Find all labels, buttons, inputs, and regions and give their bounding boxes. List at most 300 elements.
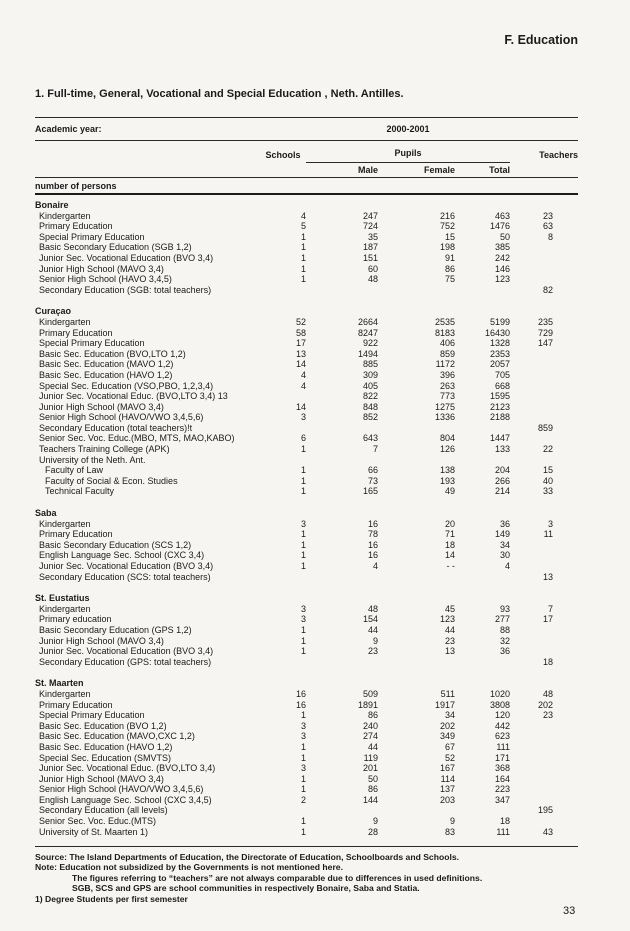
schools-value: 1	[300, 539, 306, 550]
male-value: 822	[362, 391, 378, 402]
teachers-value: 82	[542, 284, 553, 295]
schools-value	[260, 572, 306, 583]
row-label: Senior High School (HAVO 3,4,5)	[39, 274, 172, 285]
female-value	[378, 572, 455, 583]
teachers-value: 18	[542, 656, 553, 667]
male-value	[306, 572, 378, 583]
total-value	[455, 805, 510, 816]
section-spacer	[35, 497, 578, 508]
table-row	[35, 646, 578, 657]
total-value: 30	[499, 550, 510, 561]
male-value: 154	[362, 614, 378, 625]
schools-value: 52	[295, 316, 306, 327]
male-value: 28	[367, 826, 378, 837]
female-value: 216	[439, 210, 455, 221]
data-table	[35, 195, 578, 837]
schools-value: 1	[300, 465, 306, 476]
row-label: Basic Sec. Education (BVO 1,2)	[39, 720, 167, 731]
table-row	[35, 381, 578, 392]
row-label: Kindergarten	[39, 210, 91, 221]
row-label: English Language Sec. School (CXC 3,4,5)	[39, 794, 212, 805]
schools-value: 16	[295, 699, 306, 710]
teachers-value	[510, 253, 578, 264]
schools-value: 1	[300, 826, 306, 837]
female-value: 71	[444, 529, 455, 540]
female-value: 1172	[435, 359, 455, 370]
teachers-value	[510, 370, 578, 381]
page-number: 33	[563, 905, 576, 917]
col-header-teachers: Teachers	[539, 150, 578, 160]
total-value	[455, 423, 510, 434]
table-row	[35, 742, 578, 753]
total-value: 463	[494, 210, 510, 221]
female-value: 349	[439, 731, 455, 742]
row-label: Secondary Education (GPS: total teachers)	[39, 656, 212, 667]
row-label: Secondary Education (SCS: total teachers)	[39, 571, 211, 582]
female-value: 1917	[434, 699, 455, 710]
row-label: English Language Sec. School (CXC 3,4)	[39, 550, 205, 561]
section-spacer	[35, 667, 578, 678]
female-value: 2535	[434, 316, 455, 327]
table-row	[35, 519, 578, 530]
total-value: 120	[494, 710, 510, 721]
male-value: 66	[367, 465, 378, 476]
row-label: Primary Education	[39, 529, 113, 540]
male-value: 35	[367, 231, 378, 242]
section-name: Curaçao	[35, 306, 72, 317]
female-value: 137	[439, 784, 455, 795]
male-value: 7	[372, 444, 378, 455]
row-label: Senior Sec. Voc. Educ.(MBO, MTS, MAO,KABO)	[39, 433, 235, 444]
total-value: 1020	[489, 688, 510, 699]
schools-value: 3	[300, 614, 306, 625]
col-header-pupils: Pupils	[306, 148, 510, 163]
female-value: 75	[444, 274, 455, 285]
row-label: Basic Sec. Education (MAVO 1,2)	[39, 359, 174, 370]
total-value: 2057	[489, 359, 510, 370]
total-value: 88	[499, 624, 510, 635]
female-value: 20	[444, 518, 455, 529]
row-label: Teachers Training College (APK)	[39, 444, 170, 455]
schools-value: 1	[300, 263, 306, 274]
male-value	[306, 423, 378, 434]
table-row	[35, 657, 578, 668]
schools-value: 1	[300, 773, 306, 784]
table-row	[35, 264, 578, 275]
teachers-value	[510, 784, 578, 795]
male-value: 187	[362, 242, 378, 253]
schools-value: 3	[300, 731, 306, 742]
table-row	[35, 444, 578, 455]
total-value: 368	[494, 763, 510, 774]
female-value	[378, 423, 455, 434]
total-value: 36	[499, 646, 510, 657]
female-value: 1336	[434, 412, 455, 423]
schools-value: 1	[300, 816, 306, 827]
female-value: 123	[439, 614, 455, 625]
male-value: 48	[367, 274, 378, 285]
section-header-row	[35, 593, 578, 604]
schools-value: 4	[300, 210, 306, 221]
teachers-value	[510, 381, 578, 392]
school-communities-note: SGB, SCS and GPS are school communities in respectively Bonaire, Saba and Statia.	[72, 883, 420, 894]
teachers-value: 202	[537, 699, 553, 710]
source-note: Source: The Island Departments of Education, the Directorate of Education, Schoolboards and Schools.	[35, 852, 460, 862]
schools-value	[260, 391, 306, 402]
total-value: 146	[494, 263, 510, 274]
total-value: 4	[504, 561, 510, 571]
schools-value: 1	[300, 475, 306, 486]
row-label: Junior Sec. Vocational Educ. (BVO,LTO 3,4) 13	[39, 391, 228, 402]
row-label: Secondary Education (all levels)	[39, 805, 168, 816]
teachers-value	[510, 636, 578, 647]
female-value: 34	[444, 710, 455, 721]
schools-value: 1	[300, 529, 306, 540]
male-value: 119	[363, 752, 378, 763]
male-value: 16	[367, 518, 378, 529]
female-value: 511	[440, 688, 455, 699]
schools-value: 6	[300, 433, 306, 444]
table-row	[35, 232, 578, 243]
schools-value: 1	[300, 444, 306, 455]
teachers-value: 8	[547, 231, 553, 242]
table-row	[35, 550, 578, 561]
table-row	[35, 211, 578, 222]
teachers-value: 23	[542, 210, 553, 221]
teachers-value: 3	[547, 518, 553, 529]
male-value: 86	[367, 710, 378, 721]
female-value: 202	[439, 720, 455, 731]
total-value: 668	[494, 380, 510, 391]
female-value: 91	[444, 252, 455, 263]
column-group-header-row	[35, 141, 578, 163]
female-value: 859	[439, 348, 455, 359]
row-label: Primary Education	[39, 699, 113, 710]
row-label: University of the Neth. Ant.	[39, 454, 146, 465]
teachers-value: 859	[537, 422, 553, 433]
table-row	[35, 816, 578, 827]
schools-value: 3	[300, 518, 306, 529]
schools-value: 4	[300, 380, 306, 391]
schools-value: 58	[295, 327, 306, 338]
total-value: 50	[499, 231, 510, 242]
section-header-row	[35, 508, 578, 519]
row-label: Faculty of Social & Econ. Studies	[45, 475, 178, 486]
teachers-value	[510, 625, 578, 636]
schools-value: 1	[300, 486, 306, 497]
teachers-value	[510, 816, 578, 827]
schools-value	[260, 455, 306, 466]
teachers-value: 11	[543, 529, 553, 540]
schools-value: 1	[300, 274, 306, 285]
total-value: 266	[494, 475, 510, 486]
total-value: 1328	[489, 338, 510, 349]
row-label: Kindergarten	[39, 688, 91, 699]
teachers-value: 195	[537, 805, 553, 816]
row-label: Junior High School (MAVO 3,4)	[39, 401, 164, 412]
teachers-value: 729	[537, 327, 553, 338]
teachers-value	[510, 561, 578, 572]
footer-notes	[35, 846, 578, 904]
total-value: 223	[494, 784, 510, 795]
male-value	[306, 657, 378, 668]
table-row	[35, 455, 578, 466]
female-value: 773	[439, 391, 455, 402]
female-value: 9	[449, 816, 455, 827]
teachers-value	[510, 721, 578, 732]
table-row	[35, 795, 578, 806]
male-value: 1891	[357, 699, 378, 710]
row-label: Junior Sec. Vocational Education (BVO 3,4)	[39, 561, 214, 571]
unit-label-row	[35, 178, 578, 193]
table-row	[35, 710, 578, 721]
teachers-value: 15	[542, 465, 553, 476]
male-value: 9	[372, 816, 378, 827]
table-row	[35, 476, 578, 487]
table-row	[35, 805, 578, 816]
total-value: 18	[499, 816, 510, 827]
total-value: 442	[494, 720, 510, 731]
male-value: 405	[362, 380, 378, 391]
row-label: Basic Sec. Education (HAVO 1,2)	[39, 369, 173, 380]
row-label: Special Sec. Education (SMVTS)	[39, 752, 172, 763]
teachers-value: 33	[542, 486, 553, 497]
schools-value: 14	[295, 401, 306, 412]
table-row	[35, 763, 578, 774]
male-value: 4	[372, 561, 378, 571]
total-value: 111	[496, 826, 510, 837]
teachers-value: 63	[542, 221, 553, 232]
female-value	[378, 455, 455, 466]
table-row	[35, 328, 578, 339]
row-label: University of St. Maarten 1)	[39, 826, 149, 837]
male-value: 16	[367, 539, 378, 550]
row-label: Senior Sec. Voc. Educ.(MTS)	[39, 816, 157, 827]
female-value: 86	[444, 263, 455, 274]
female-value	[378, 657, 455, 668]
section-spacer	[35, 295, 578, 306]
male-value: 8247	[357, 327, 378, 338]
col-header-total: Total	[489, 165, 510, 175]
teachers-value: 40	[542, 475, 553, 486]
total-value: 133	[494, 444, 510, 455]
male-value: 48	[367, 603, 378, 614]
total-value: 623	[494, 731, 510, 742]
table-row	[35, 486, 578, 497]
col-header-female: Female	[423, 165, 455, 175]
table-row	[35, 423, 578, 434]
col-header-schools: Schools	[265, 150, 301, 160]
male-value: 44	[367, 624, 378, 635]
teachers-value: 43	[542, 826, 553, 837]
section-name: St. Maarten	[35, 678, 84, 689]
row-label: Kindergarten	[39, 316, 91, 327]
female-value	[378, 805, 455, 816]
schools-value: 3	[300, 603, 306, 614]
teachers-value	[510, 455, 578, 466]
table-row	[35, 700, 578, 711]
row-label: Primary Education	[39, 327, 113, 338]
female-value: 8183	[434, 327, 455, 338]
row-label: Junior Sec. Vocational Education (BVO 3,4)	[39, 646, 214, 657]
unit-label: number of persons	[35, 180, 117, 191]
section-name: Saba	[35, 508, 57, 519]
female-value: 67	[444, 741, 455, 752]
schools-value	[260, 657, 306, 668]
female-value: 406	[439, 338, 455, 349]
row-label: Basic Sec. Education (BVO,LTO 1,2)	[39, 348, 186, 359]
row-label: Basic Sec. Education (HAVO 1,2)	[39, 741, 173, 752]
column-header-row	[35, 163, 578, 177]
row-label: Secondary Education (total teachers)!t	[39, 422, 193, 433]
row-label: Junior High School (MAVO 3,4)	[39, 773, 164, 784]
total-value: 1447	[489, 433, 510, 444]
total-value: 1476	[489, 221, 510, 232]
row-label: Kindergarten	[39, 518, 91, 529]
row-label: Special Primary Education	[39, 710, 145, 721]
female-value: 752	[439, 221, 455, 232]
table-row	[35, 221, 578, 232]
row-label: Special Sec. Education (VSO,PBO, 1,2,3,4)	[39, 380, 214, 391]
total-value: 705	[494, 369, 510, 380]
table-row	[35, 721, 578, 732]
section-header-row	[35, 200, 578, 211]
table-row	[35, 402, 578, 413]
female-value: 263	[439, 380, 455, 391]
male-value: 274	[362, 731, 378, 742]
teachers-value	[510, 540, 578, 551]
row-label: Junior High School (MAVO 3,4)	[39, 263, 164, 274]
section-name: Bonaire	[35, 200, 69, 210]
table-row	[35, 540, 578, 551]
teachers-value	[510, 742, 578, 753]
female-value: 193	[439, 475, 455, 486]
female-value: 49	[444, 486, 455, 497]
schools-value	[260, 805, 306, 816]
row-label: Primary education	[39, 614, 112, 625]
female-value: 13	[444, 646, 455, 657]
schools-value: 1	[300, 242, 306, 253]
male-value: 509	[362, 688, 378, 699]
total-value: 1595	[489, 391, 510, 402]
row-label: Junior Sec. Vocational Education (BVO 3,4)	[39, 252, 214, 263]
female-value: 126	[439, 444, 455, 455]
row-label: Basic Secondary Education (SCS 1,2)	[39, 539, 192, 550]
schools-value: 17	[295, 338, 306, 349]
female-value: 203	[439, 794, 455, 805]
teachers-value: 17	[542, 614, 553, 625]
table-row	[35, 561, 578, 572]
total-value: 2188	[489, 412, 510, 423]
table-row	[35, 604, 578, 615]
schools-value: 2	[300, 794, 306, 805]
total-value: 164	[494, 773, 510, 784]
female-value: 138	[439, 465, 455, 476]
schools-value: 1	[300, 252, 306, 263]
male-value: 78	[367, 529, 378, 540]
row-label: Kindergarten	[39, 603, 91, 614]
schools-value: 14	[295, 359, 306, 370]
male-value: 60	[367, 263, 378, 274]
total-value: 2353	[489, 348, 510, 359]
teachers-value	[510, 795, 578, 806]
table-row	[35, 529, 578, 540]
teachers-comparability-note: The figures referring to “teachers” are not always comparable due to differences in used definitions.	[72, 872, 483, 883]
schools-value	[260, 423, 306, 434]
table-row	[35, 242, 578, 253]
table-row	[35, 274, 578, 285]
teachers-value	[510, 433, 578, 444]
table-row	[35, 625, 578, 636]
female-value: 1275	[434, 401, 455, 412]
schools-value: 1	[300, 635, 306, 646]
row-label: Technical Faculty	[45, 486, 115, 497]
total-value: 36	[499, 518, 510, 529]
section-spacer	[35, 582, 578, 593]
male-value: 23	[367, 646, 378, 657]
table-row	[35, 774, 578, 785]
female-value: 396	[439, 369, 455, 380]
teachers-value	[510, 402, 578, 413]
total-value: 123	[494, 274, 510, 285]
female-value: 14	[444, 550, 455, 561]
schools-value	[260, 285, 306, 296]
female-value: 44	[444, 624, 455, 635]
teachers-value	[510, 274, 578, 285]
row-label: Special Primary Education	[39, 338, 145, 349]
table-row	[35, 359, 578, 370]
subsidy-note: Note: Education not subsidized by the Governments is not mentioned here.	[35, 862, 343, 873]
male-value: 724	[362, 221, 378, 232]
row-label: Basic Secondary Education (GPS 1,2)	[39, 624, 192, 635]
table-row	[35, 370, 578, 381]
table-row	[35, 391, 578, 402]
total-value: 111	[496, 741, 510, 752]
table-row	[35, 433, 578, 444]
schools-value: 3	[300, 763, 306, 774]
male-value: 922	[362, 338, 378, 349]
total-value	[455, 572, 510, 583]
male-value: 643	[362, 433, 378, 444]
teachers-value	[510, 359, 578, 370]
table-row	[35, 827, 578, 838]
schools-value: 1	[300, 550, 306, 561]
schools-value: 1	[300, 561, 306, 571]
male-value: 144	[362, 794, 378, 805]
total-value: 16430	[484, 327, 510, 338]
female-value	[378, 285, 455, 296]
female-value: 45	[444, 603, 455, 614]
row-label: Special Primary Education	[39, 231, 145, 242]
male-value: 852	[362, 412, 378, 423]
schools-value: 1	[300, 624, 306, 635]
teachers-value	[510, 763, 578, 774]
total-value: 277	[494, 614, 510, 625]
male-value: 885	[362, 359, 378, 370]
schools-value: 4	[300, 369, 306, 380]
teachers-value	[510, 391, 578, 402]
section-header-row	[35, 678, 578, 689]
table-row	[35, 731, 578, 742]
table-row	[35, 285, 578, 296]
teachers-value	[510, 349, 578, 360]
female-value: 167	[439, 763, 455, 774]
total-value: 171	[494, 752, 510, 763]
teachers-value: 22	[542, 444, 553, 455]
teachers-value	[510, 264, 578, 275]
table-row	[35, 636, 578, 647]
total-value: 3808	[489, 699, 510, 710]
